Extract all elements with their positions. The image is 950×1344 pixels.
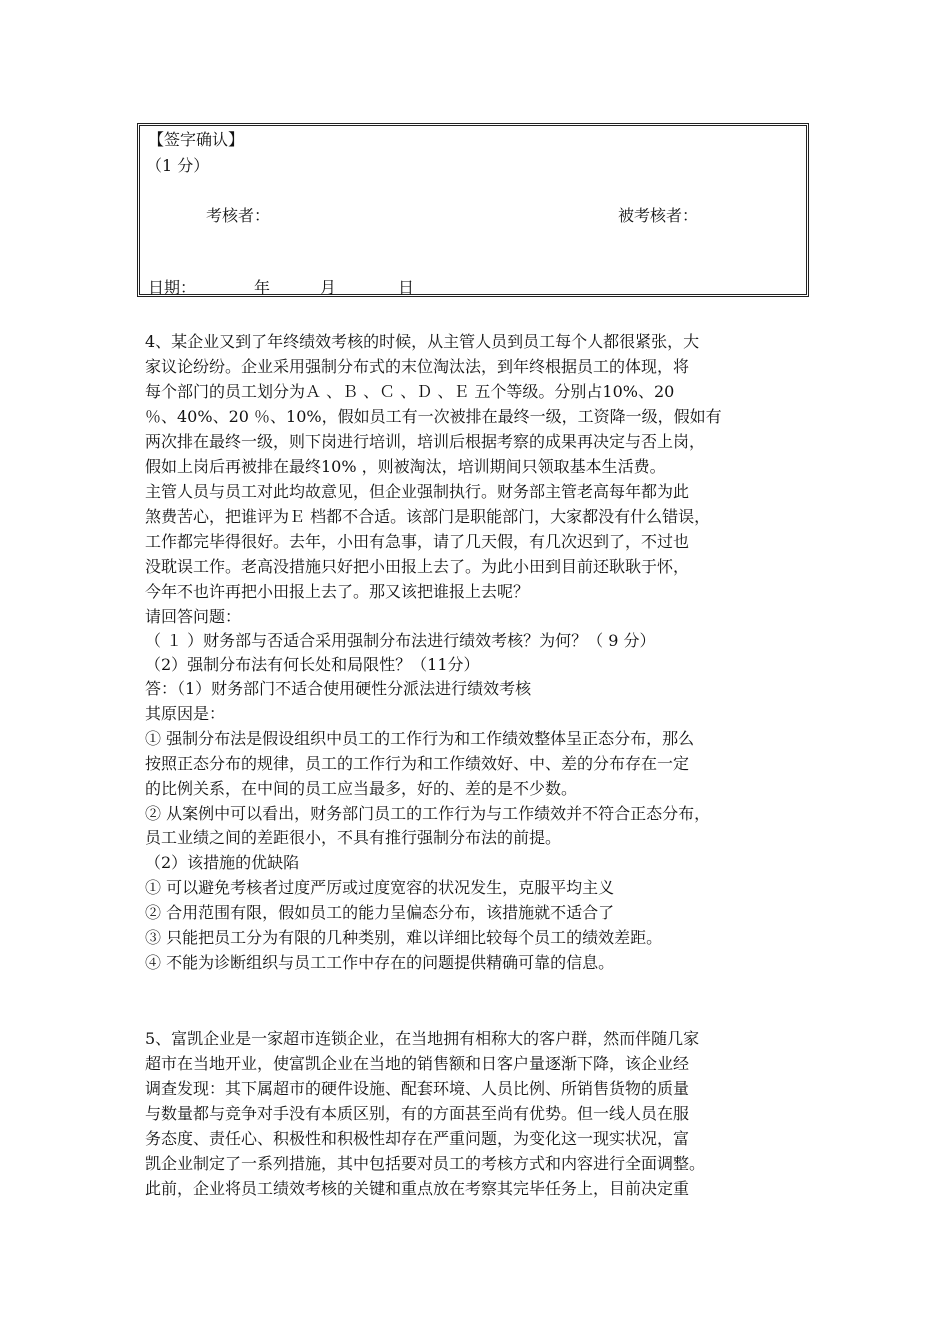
- text-line: 5、富凯企业是一家超市连锁企业，在当地拥有相称大的客户群，然而伴随几家: [145, 1029, 700, 1048]
- text-line: ① 强制分布法是假设组织中员工的工作行为和工作绩效整体呈正态分布，那么: [145, 729, 695, 748]
- text-line: 员工业绩之间的差距很小，不具有推行强制分布法的前提。: [145, 828, 562, 847]
- text-line: 的比例关系，在中间的员工应当最多，好的、差的是不少数。: [145, 779, 578, 798]
- text-line: 两次排在最终一级，则下岗进行培训，培训后根据考察的成果再决定与否上岗，: [145, 432, 706, 451]
- text-line: 调查发现：其下属超市的硬件设施、配套环境、人员比例、所销售货物的质量: [145, 1079, 690, 1098]
- text-line: ② 从案例中可以看出，财务部门员工的工作行为与工作绩效并不符合正态分布，: [145, 804, 711, 823]
- text-line: 其原因是：: [145, 704, 226, 723]
- text-line: 工作都完毕得很好。去年，小田有急事，请了几天假，有几次迟到了，不过也: [145, 532, 690, 551]
- month-label: 月: [320, 278, 337, 297]
- text-line: 答：（1）财务部门不适合使用硬性分派法进行绩效考核: [145, 679, 532, 698]
- text-line: （2）该措施的优缺陷: [145, 853, 300, 872]
- text-line: 主管人员与员工对此均故意见，但企业强制执行。财务部主管老高每年都为此: [145, 482, 690, 501]
- day-label: 日: [398, 278, 415, 297]
- text-line: ③ 只能把员工分为有限的几种类别，难以详细比较每个员工的绩效差距。: [145, 928, 663, 947]
- text-line: 今年不也许再把小田报上去了。那又该把谁报上去呢？: [145, 582, 530, 601]
- year-label: 年: [254, 278, 271, 297]
- text-line: 凯企业制定了一系列措施，其中包括要对员工的考核方式和内容进行全面调整。: [145, 1154, 706, 1173]
- text-line: 此前，企业将员工绩效考核的关键和重点放在考察其完毕任务上，目前决定重: [145, 1179, 690, 1198]
- text-line: 没耽误工作。老高没措施只好把小田报上去了。为此小田到目前还耿耿于怀，: [145, 557, 690, 576]
- signature-title: 【签字确认】: [148, 130, 245, 149]
- text-line: 4、某企业又到了年终绩效考核的时候，从主管人员到员工每个人都很紧张，大: [145, 332, 700, 351]
- text-line: 家议论纷纷。企业采用强制分布式的末位淘汰法，到年终根据员工的体现，将: [145, 357, 690, 376]
- date-label: 日期：: [148, 278, 197, 297]
- text-line: 请回答问题：: [145, 607, 242, 626]
- text-line: 假如上岗后再被排在最终10% ，则被淘汰，培训期间只领取基本生活费。: [145, 457, 666, 476]
- text-line: 务态度、责任心、积极性和积极性却存在严重问题，为变化这一现实状况，富: [145, 1129, 690, 1148]
- text-line: ② 合用范围有限，假如员工的能力呈偏态分布，该措施就不适合了: [145, 903, 615, 922]
- text-line: 按照正态分布的规律，员工的工作行为和工作绩效好、中、差的分布存在一定: [145, 754, 690, 773]
- text-line: 每个部门的员工划分为Ａ 、Ｂ 、Ｃ 、Ｄ 、Ｅ 五个等级。分别占10%、20: [145, 382, 675, 401]
- signature-box: [137, 123, 809, 297]
- text-line: （2）强制分布法有何长处和局限性？（11分）: [145, 655, 480, 674]
- text-line: （ １ ）财务部与否适合采用强制分布法进行绩效考核？为何？（ 9 分）: [145, 631, 656, 650]
- signature-score: （1 分）: [146, 156, 210, 175]
- text-line: 煞费苦心，把谁评为Ｅ 档都不合适。该部门是职能部门，大家都没有什么错误，: [145, 507, 711, 526]
- assessee-label: 被考核者：: [618, 206, 699, 225]
- text-line: ① 可以避免考核者过度严厉或过度宽容的状况发生，克服平均主义: [145, 878, 615, 897]
- text-line: 超市在当地开业，使富凯企业在当地的销售额和日客户量逐渐下降，该企业经: [145, 1054, 690, 1073]
- assessor-label: 考核者：: [206, 206, 271, 225]
- text-line: ％、40%、20 ％、10%，假如员工有一次被排在最终一级，工资降一级，假如有: [145, 407, 722, 426]
- text-line: ④ 不能为诊断组织与员工工作中存在的问题提供精确可靠的信息。: [145, 953, 615, 972]
- text-line: 与数量都与竞争对手没有本质区别，有的方面甚至尚有优势。但一线人员在服: [145, 1104, 690, 1123]
